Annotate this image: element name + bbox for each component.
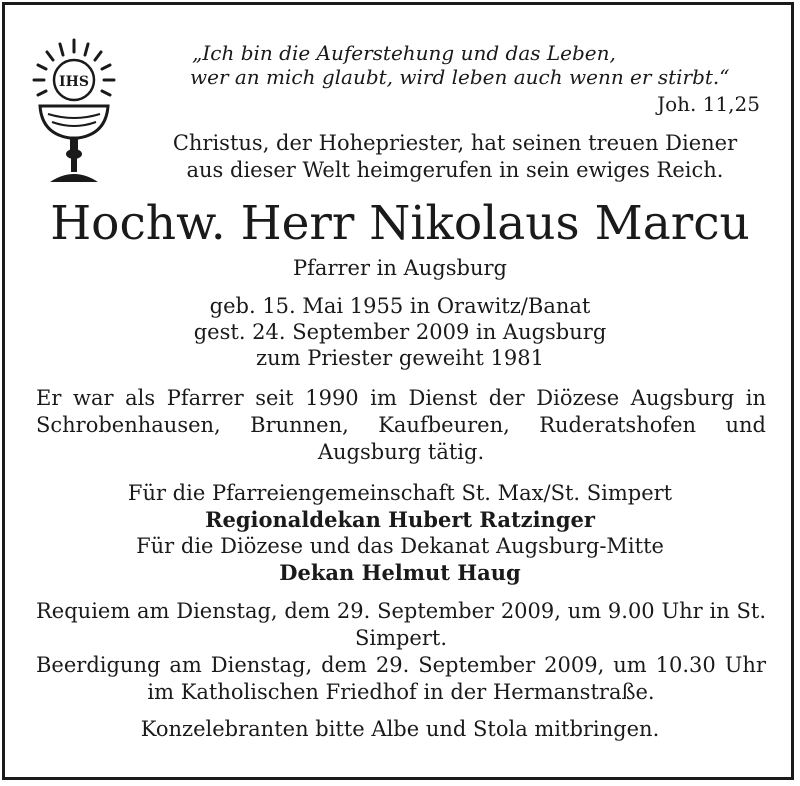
birth-date: geb. 15. Mai 1955 in Orawitz/Banat: [209, 294, 591, 318]
deceased-role: Pfarrer in Augsburg: [293, 256, 507, 280]
quote-line-2: wer an mich glaubt, wird leben auch wenn er stirbt.“: [190, 65, 730, 89]
life-dates: [0, 293, 800, 371]
signatory-org-2: Für die Diözese und das Dekanat Augsburg-Mitte: [136, 534, 664, 558]
ordination-date: zum Priester geweiht 1981: [256, 346, 544, 370]
intro-line-1: Christus, der Hohepriester, hat seinen treuen Diener: [172, 131, 738, 155]
death-date: gest. 24. September 2009 in Augsburg: [193, 320, 607, 344]
biography: Er war als Pfarrer seit 1990 im Dienst der Diözese Augsburg in Schrobenhausen, Brunnen, Kaufbeuren, Ruderatshofen und Augsburg tätig.: [36, 386, 766, 464]
signatory-person-2: Dekan Helmut Haug: [279, 559, 521, 585]
quote-line-1: „Ich bin die Auferstehung und das Leben,: [192, 41, 616, 65]
intro-line-2: aus dieser Welt heimgerufen in sein ewiges Reich.: [186, 158, 724, 182]
deceased-name: Hochw. Herr Nikolaus Marcu: [50, 196, 750, 251]
requiem-info: Requiem am Dienstag, dem 29. September 2009, um 9.00 Uhr in St. Simpert.: [36, 599, 766, 650]
chalice-host-icon: [28, 38, 120, 186]
intro-text: [125, 130, 785, 184]
burial-info: Beerdigung am Dienstag, dem 29. September 2009, um 10.30 Uhr im Katholischen Friedhof in der Hermanstraße.: [36, 653, 766, 704]
closing-note: Konzelebranten bitte Albe und Stola mitbringen.: [140, 717, 660, 741]
ihs-monogram: IHS: [59, 74, 89, 90]
signatories: [0, 480, 800, 586]
signatory-person-1: Regionaldekan Hubert Ratzinger: [205, 506, 595, 532]
quote-reference: Joh. 11,25: [657, 92, 760, 116]
signatory-org-1: Für die Pfarreiengemeinschaft St. Max/St. Simpert: [127, 481, 673, 505]
